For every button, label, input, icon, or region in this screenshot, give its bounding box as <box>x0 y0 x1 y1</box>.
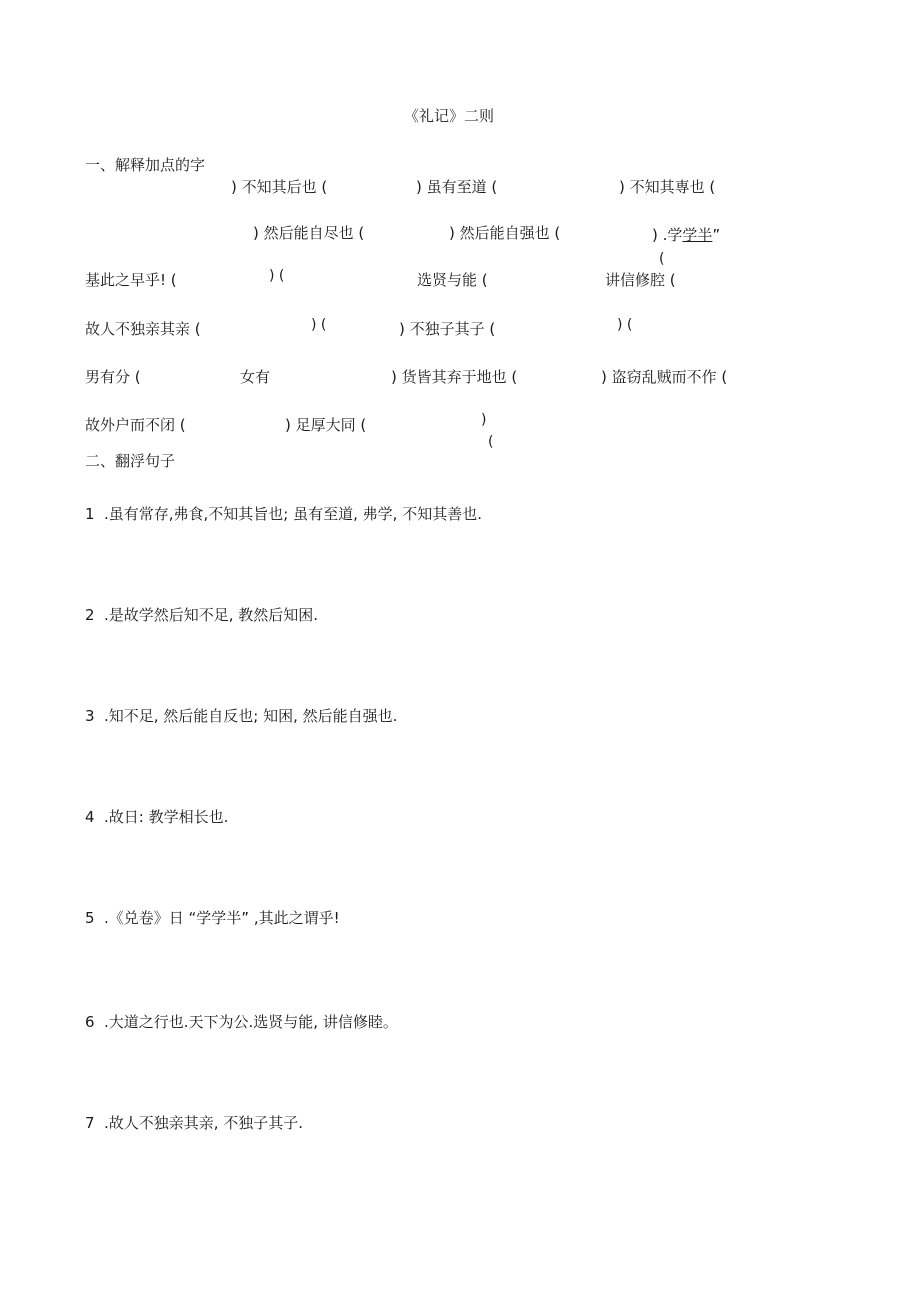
blank-row3-a: 基此之早乎! ( <box>85 271 177 289</box>
blank-row2-c <box>652 226 720 244</box>
item-number: 3 <box>85 707 95 725</box>
blank-row1-a: ) 不知其后也 ( <box>231 178 328 196</box>
section2-heading: 二、翻浮句子 <box>85 452 176 470</box>
translation-item <box>85 606 318 624</box>
item-text: .知不足, 然后能自反也; 知困, 然后能自强也. <box>104 707 398 725</box>
item-number: 5 <box>85 909 95 927</box>
translation-item <box>85 808 228 826</box>
blank-row1-c: ) 不知其専也 ( <box>619 178 716 196</box>
blank-row6-b: ) 足厚大同 ( <box>285 416 367 434</box>
item-number: 6 <box>85 1013 95 1031</box>
blank-row5-a: 男有分 ( <box>85 368 141 386</box>
blank-row2-a: ) 然后能自尽也 ( <box>253 224 365 242</box>
blank-row6-c: ) <box>481 412 487 428</box>
item-text: .故日: 教学相长也. <box>104 808 229 826</box>
blank-row3-d: 讲信修腔 ( <box>605 271 676 289</box>
translation-item <box>85 505 482 523</box>
blank-row3-c: 选贤与能 ( <box>417 271 488 289</box>
section1-heading: 一、解释加点的字 <box>85 156 206 174</box>
blank-row4-b: ) ( <box>311 317 327 333</box>
translation-item <box>85 707 397 725</box>
item-text: .故人不独亲其亲, 不独子其子. <box>104 1114 304 1132</box>
blank-row2-b: ) 然后能自强也 ( <box>449 224 561 242</box>
item-number: 1 <box>85 505 95 523</box>
item-number: 2 <box>85 606 95 624</box>
blank-row3-b: ) ( <box>269 268 285 284</box>
blank-row6-a: 故外户而不闭 ( <box>85 416 186 434</box>
translation-item <box>85 909 340 927</box>
underlined-xuebanphrase: 学半 <box>682 226 713 244</box>
item-text: .大道之行也.天下为公.选贤与能, 讲信修睦。 <box>104 1013 398 1031</box>
blank-row4-d: ) ( <box>617 317 633 333</box>
blank-row6-d: ( <box>488 434 494 450</box>
translation-item <box>85 1013 398 1031</box>
item-number: 7 <box>85 1114 95 1132</box>
doc-title: 《礼记》二则 <box>404 107 495 125</box>
item-text: .《兑卷》日 “学学半” ,其此之谓乎! <box>104 909 340 927</box>
blank-row2-c-text: ) .学 <box>652 226 683 244</box>
item-text: .虽有常存,弗食,不知其旨也; 虽有至道, 弗学, 不知其善也. <box>104 505 482 523</box>
item-text: .是故学然后知不足, 教然后知困. <box>104 606 319 624</box>
blank-row5-c: ) 货皆其弃于地也 ( <box>391 368 518 386</box>
blank-row1-b: ) 虽有至道 ( <box>416 178 498 196</box>
blank-row4-c: ) 不独子其子 ( <box>399 320 496 338</box>
blank-row4-a: 故人不独亲其亲 ( <box>85 320 201 338</box>
blank-row5-b: 女有 <box>240 368 271 386</box>
translation-item <box>85 1114 303 1132</box>
blank-row2-c-paren: ( <box>659 251 665 267</box>
blank-row2-c-quote: ” <box>712 226 721 244</box>
item-number: 4 <box>85 808 95 826</box>
blank-row5-d: ) 盗窃乱贼而不作 ( <box>601 368 728 386</box>
